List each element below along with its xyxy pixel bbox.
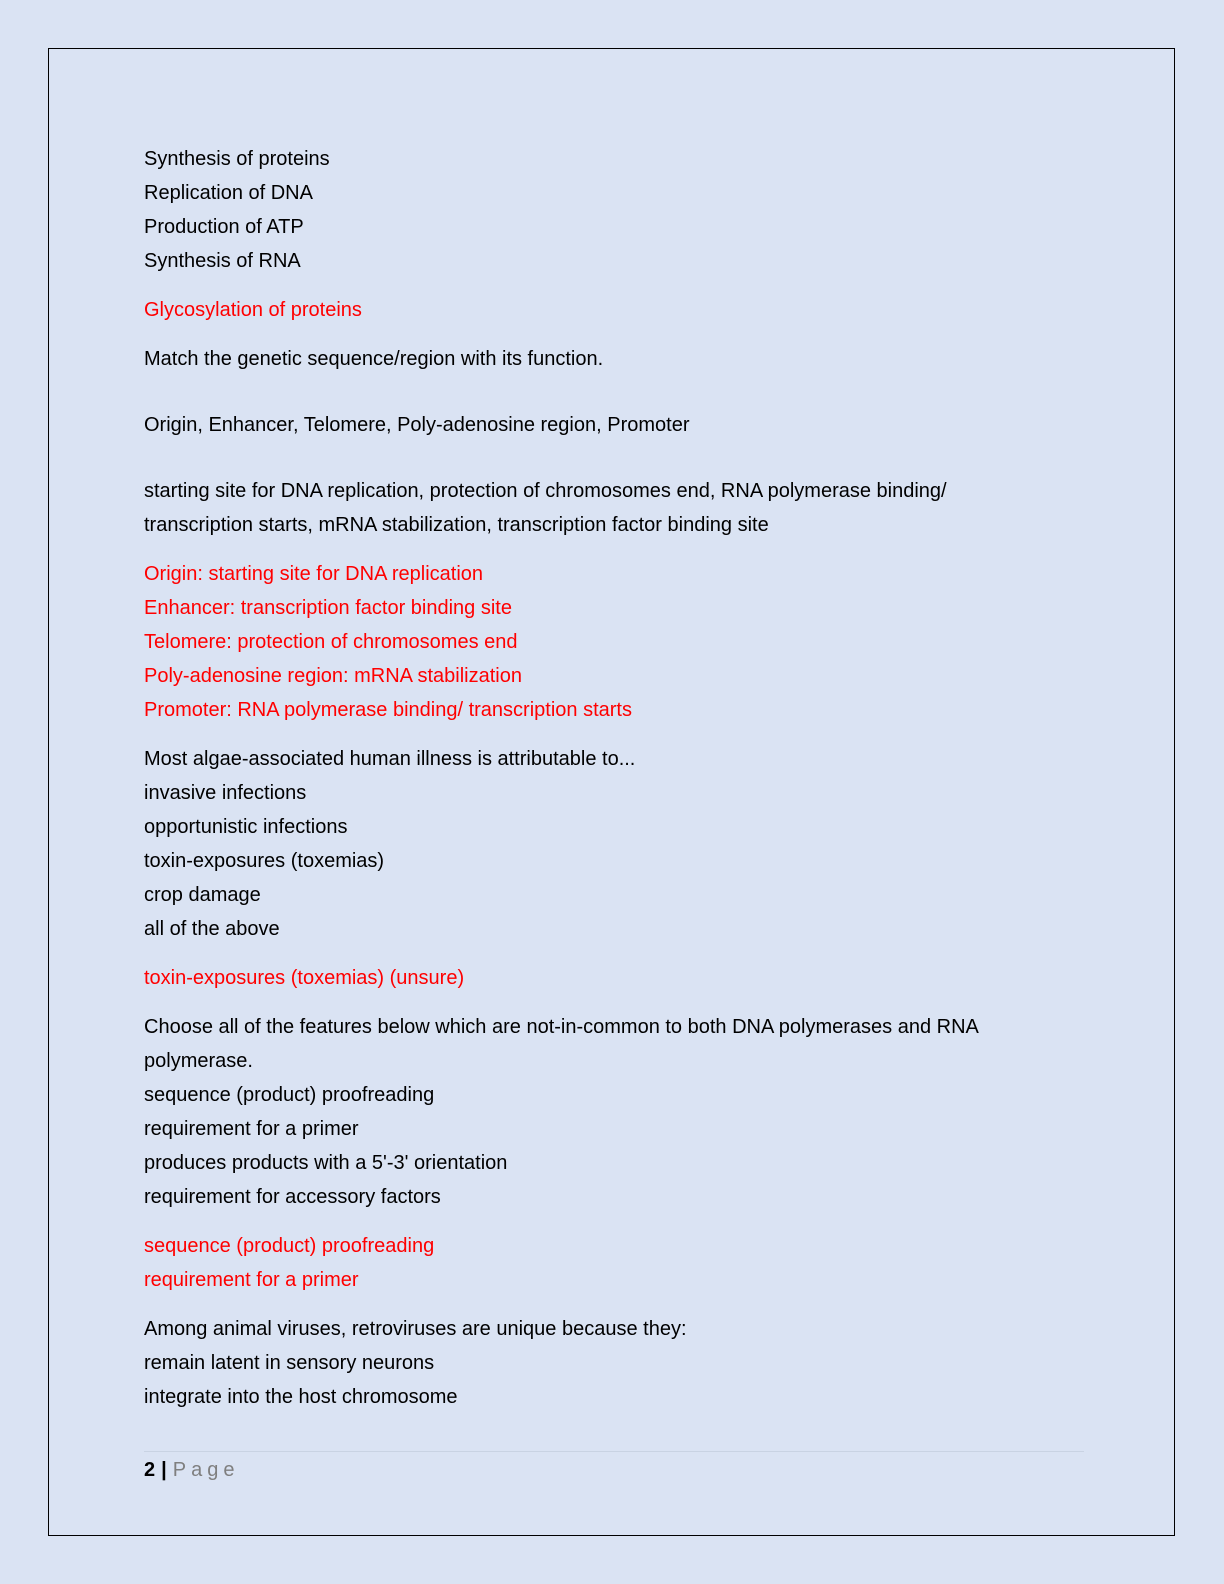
option-line: Replication of DNA bbox=[144, 182, 313, 204]
footer-separator: | bbox=[161, 1459, 167, 1481]
answer-line: Poly-adenosine region: mRNA stabilization bbox=[144, 665, 522, 687]
question-line: Choose all of the features below which are not-in-common to both DNA polymerases and RNA bbox=[144, 1016, 979, 1038]
answer-block bbox=[144, 1229, 1074, 1297]
terms-block bbox=[144, 408, 1074, 442]
option-line: crop damage bbox=[144, 884, 261, 906]
option-line: sequence (product) proofreading bbox=[144, 1084, 435, 1106]
option-line: Synthesis of RNA bbox=[144, 250, 301, 272]
terms-line: Origin, Enhancer, Telomere, Poly-adenosine region, Promoter bbox=[144, 414, 690, 436]
answer-line: Origin: starting site for DNA replication bbox=[144, 563, 484, 585]
answer-line: sequence (product) proofreading bbox=[144, 1235, 435, 1257]
option-line: requirement for accessory factors bbox=[144, 1186, 441, 1208]
answer-line: Glycosylation of proteins bbox=[144, 299, 362, 321]
document-body bbox=[144, 142, 1074, 1414]
question-block bbox=[144, 1010, 1074, 1214]
answer-line: Enhancer: transcription factor binding site bbox=[144, 597, 512, 619]
question-block bbox=[144, 342, 1074, 376]
option-line: toxin-exposures (toxemias) bbox=[144, 850, 385, 872]
question-line: polymerase. bbox=[144, 1050, 253, 1072]
option-line: invasive infections bbox=[144, 782, 307, 804]
answer-line: Telomere: protection of chromosomes end bbox=[144, 631, 518, 653]
option-line: Production of ATP bbox=[144, 216, 304, 238]
answer-block bbox=[144, 557, 1074, 727]
option-line: opportunistic infections bbox=[144, 816, 348, 838]
functions-block bbox=[144, 474, 1074, 542]
functions-line: starting site for DNA replication, protection of chromosomes end, RNA polymerase binding/ bbox=[144, 480, 947, 502]
option-line: integrate into the host chromosome bbox=[144, 1386, 458, 1408]
answer-line: Promoter: RNA polymerase binding/ transcription starts bbox=[144, 699, 632, 721]
footer-divider bbox=[144, 1451, 1084, 1452]
question-block bbox=[144, 1312, 1074, 1414]
question-block bbox=[144, 742, 1074, 946]
option-line: produces products with a 5'-3' orientation bbox=[144, 1152, 508, 1174]
answer-line: requirement for a primer bbox=[144, 1269, 359, 1291]
answer-block bbox=[144, 293, 1074, 327]
page-footer bbox=[144, 1455, 239, 1485]
page-number: 2 bbox=[144, 1459, 156, 1481]
page-label: Page bbox=[172, 1459, 240, 1481]
answer-line: toxin-exposures (toxemias) (unsure) bbox=[144, 967, 465, 989]
option-line: all of the above bbox=[144, 918, 280, 940]
option-line: Synthesis of proteins bbox=[144, 148, 330, 170]
question-line: Among animal viruses, retroviruses are unique because they: bbox=[144, 1318, 687, 1340]
functions-line: transcription starts, mRNA stabilization, transcription factor binding site bbox=[144, 514, 769, 536]
option-line: requirement for a primer bbox=[144, 1118, 359, 1140]
answer-block bbox=[144, 961, 1074, 995]
question-line: Match the genetic sequence/region with its function. bbox=[144, 348, 604, 370]
question-line: Most algae-associated human illness is attributable to... bbox=[144, 748, 636, 770]
option-line: remain latent in sensory neurons bbox=[144, 1352, 435, 1374]
question-options-block bbox=[144, 142, 1074, 278]
